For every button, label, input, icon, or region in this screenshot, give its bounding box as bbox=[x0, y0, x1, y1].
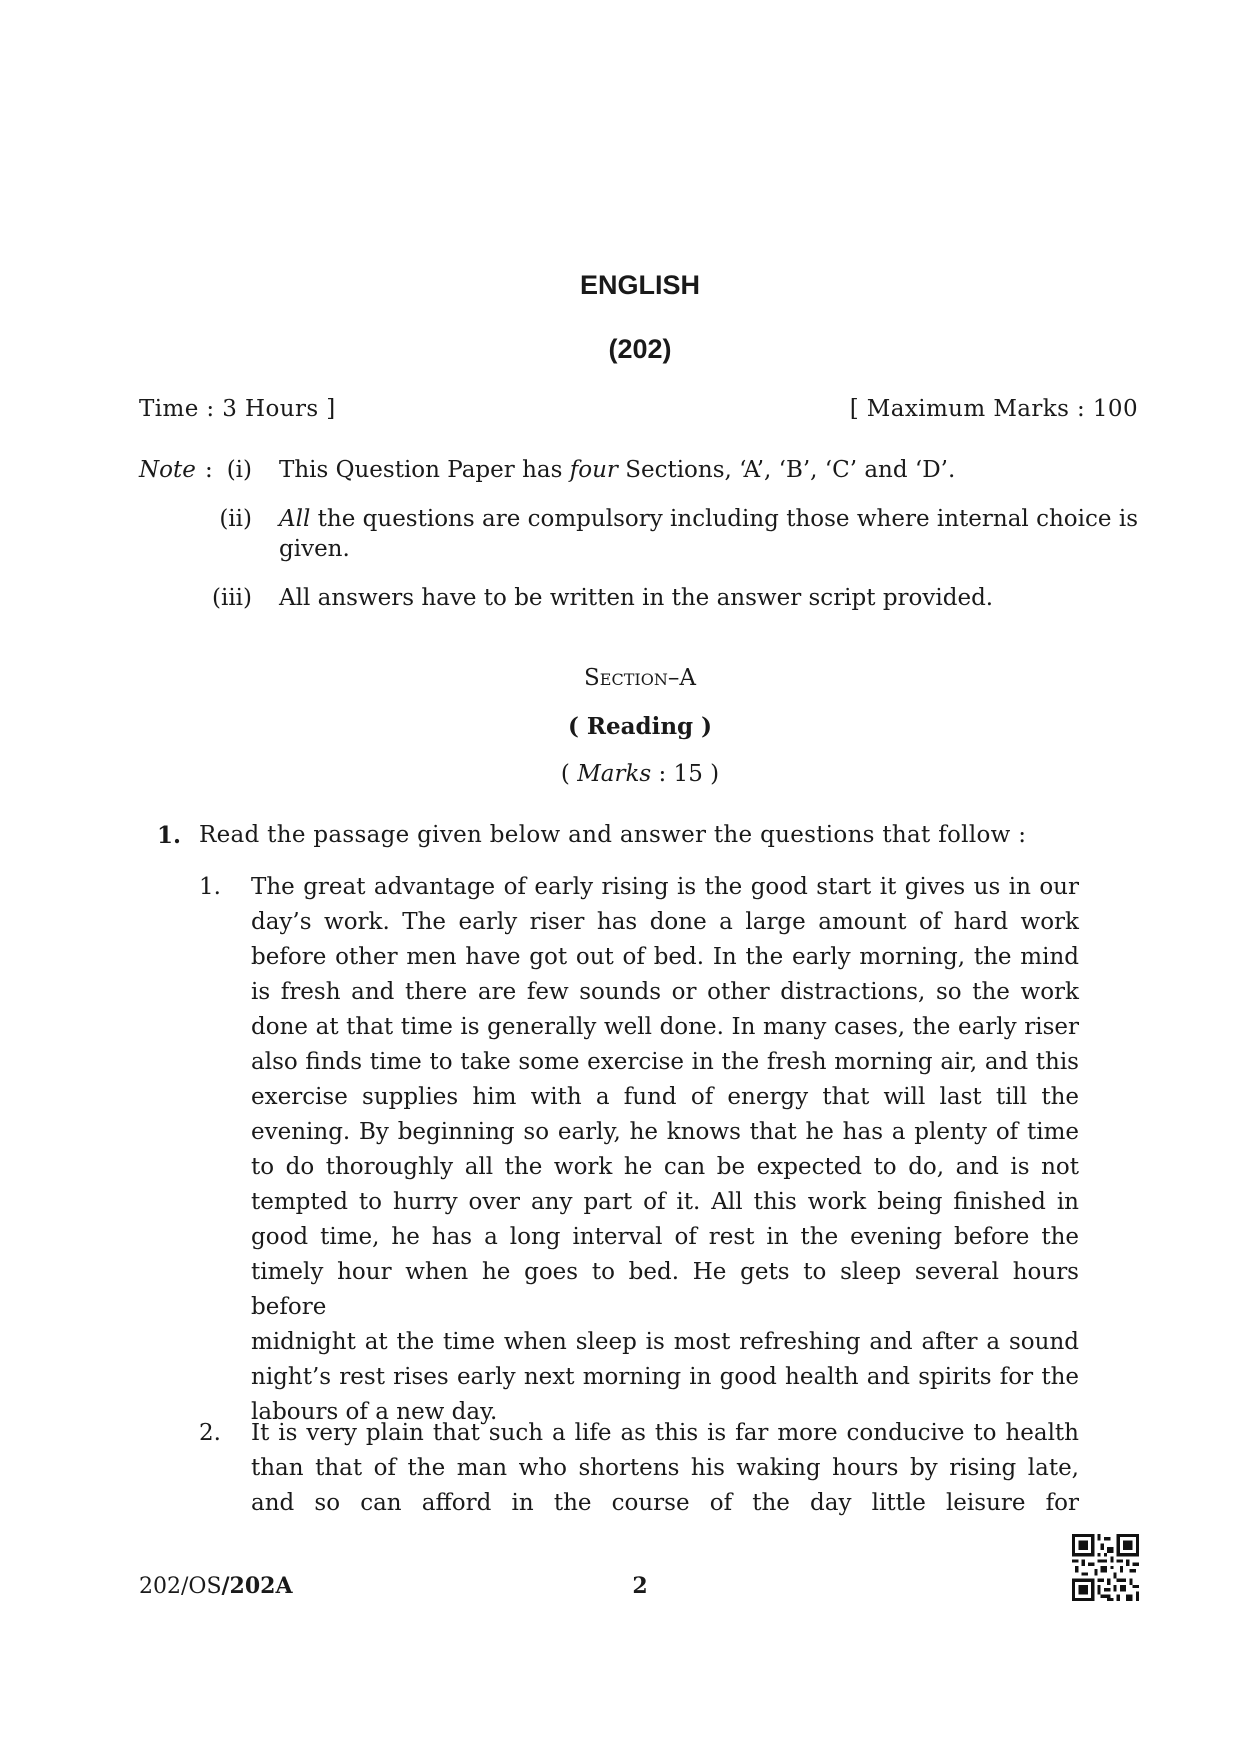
passage-paragraph bbox=[251, 1416, 1079, 1521]
page-number: 2 bbox=[632, 1573, 648, 1599]
passage-line: day’s work. The early riser has done a large amount of hard work bbox=[251, 909, 1079, 935]
passage-line: evening. By beginning so early, he knows that he has a plenty of time bbox=[251, 1119, 1079, 1145]
note-item: All answers have to be written in the answer script provided. bbox=[279, 585, 994, 611]
note-item: This Question Paper has four Sections, ‘A’, ‘B’, ‘C’ and ‘D’. bbox=[279, 457, 956, 483]
section-subtitle: ( Reading ) bbox=[567, 713, 713, 740]
note-item-number: (i) bbox=[226, 457, 252, 483]
passage-line: The great advantage of early rising is the good start it gives us in our bbox=[251, 874, 1079, 900]
subject-title: ENGLISH bbox=[579, 270, 700, 300]
paragraph-number: 2. bbox=[199, 1420, 221, 1446]
paragraph-number: 1. bbox=[199, 874, 221, 900]
passage-line: night’s rest rises early next morning in good health and spirits for the bbox=[251, 1364, 1079, 1390]
passage-line: done at that time is generally well done. In many cases, the early riser bbox=[251, 1014, 1079, 1040]
time-allowed: Time : 3 Hours ] bbox=[139, 396, 336, 422]
passage-line: and so can afford in the course of the day little leisure for bbox=[251, 1490, 1079, 1516]
note-item-number: (ii) bbox=[219, 506, 252, 532]
qr-code-icon bbox=[1072, 1534, 1139, 1601]
question-number: 1. bbox=[157, 822, 182, 849]
passage-line: before other men have got out of bed. In the early morning, the mind bbox=[251, 944, 1079, 970]
note-colon: : bbox=[205, 457, 213, 483]
passage-line: also finds time to take some exercise in the fresh morning air, and this bbox=[251, 1049, 1079, 1075]
passage-paragraph bbox=[251, 870, 1079, 1430]
passage-line: midnight at the time when sleep is most refreshing and after a sound bbox=[251, 1329, 1079, 1355]
passage-line: exercise supplies him with a fund of energy that will last till the bbox=[251, 1084, 1079, 1110]
section-marks: ( Marks : 15 ) bbox=[560, 761, 720, 787]
passage-line: timely hour when he goes to bed. He gets to sleep several hours before bbox=[251, 1259, 1079, 1320]
passage-line: to do thoroughly all the work he can be expected to do, and is not bbox=[251, 1154, 1079, 1180]
passage-line: than that of the man who shortens his waking hours by rising late, bbox=[251, 1455, 1079, 1481]
note-item: All the questions are compulsory including those where internal choice is given. bbox=[279, 506, 1138, 562]
subject-code: (202) bbox=[608, 334, 672, 364]
passage-line: is fresh and there are few sounds or other distractions, so the work bbox=[251, 979, 1079, 1005]
note-label: Note bbox=[139, 457, 196, 483]
passage-line: labours of a new day. bbox=[251, 1399, 498, 1425]
passage-line: It is very plain that such a life as this is far more conducive to health bbox=[251, 1420, 1079, 1446]
paper-code: 202/OS/202A bbox=[139, 1573, 293, 1599]
section-title: Section–A bbox=[584, 665, 696, 691]
note-item-number: (iii) bbox=[211, 585, 252, 611]
passage-line: good time, he has a long interval of rest in the evening before the bbox=[251, 1224, 1079, 1250]
maximum-marks: [ Maximum Marks : 100 bbox=[849, 396, 1138, 422]
passage-line: tempted to hurry over any part of it. All this work being finished in bbox=[251, 1189, 1079, 1215]
question-instruction: Read the passage given below and answer the questions that follow : bbox=[199, 822, 1027, 848]
